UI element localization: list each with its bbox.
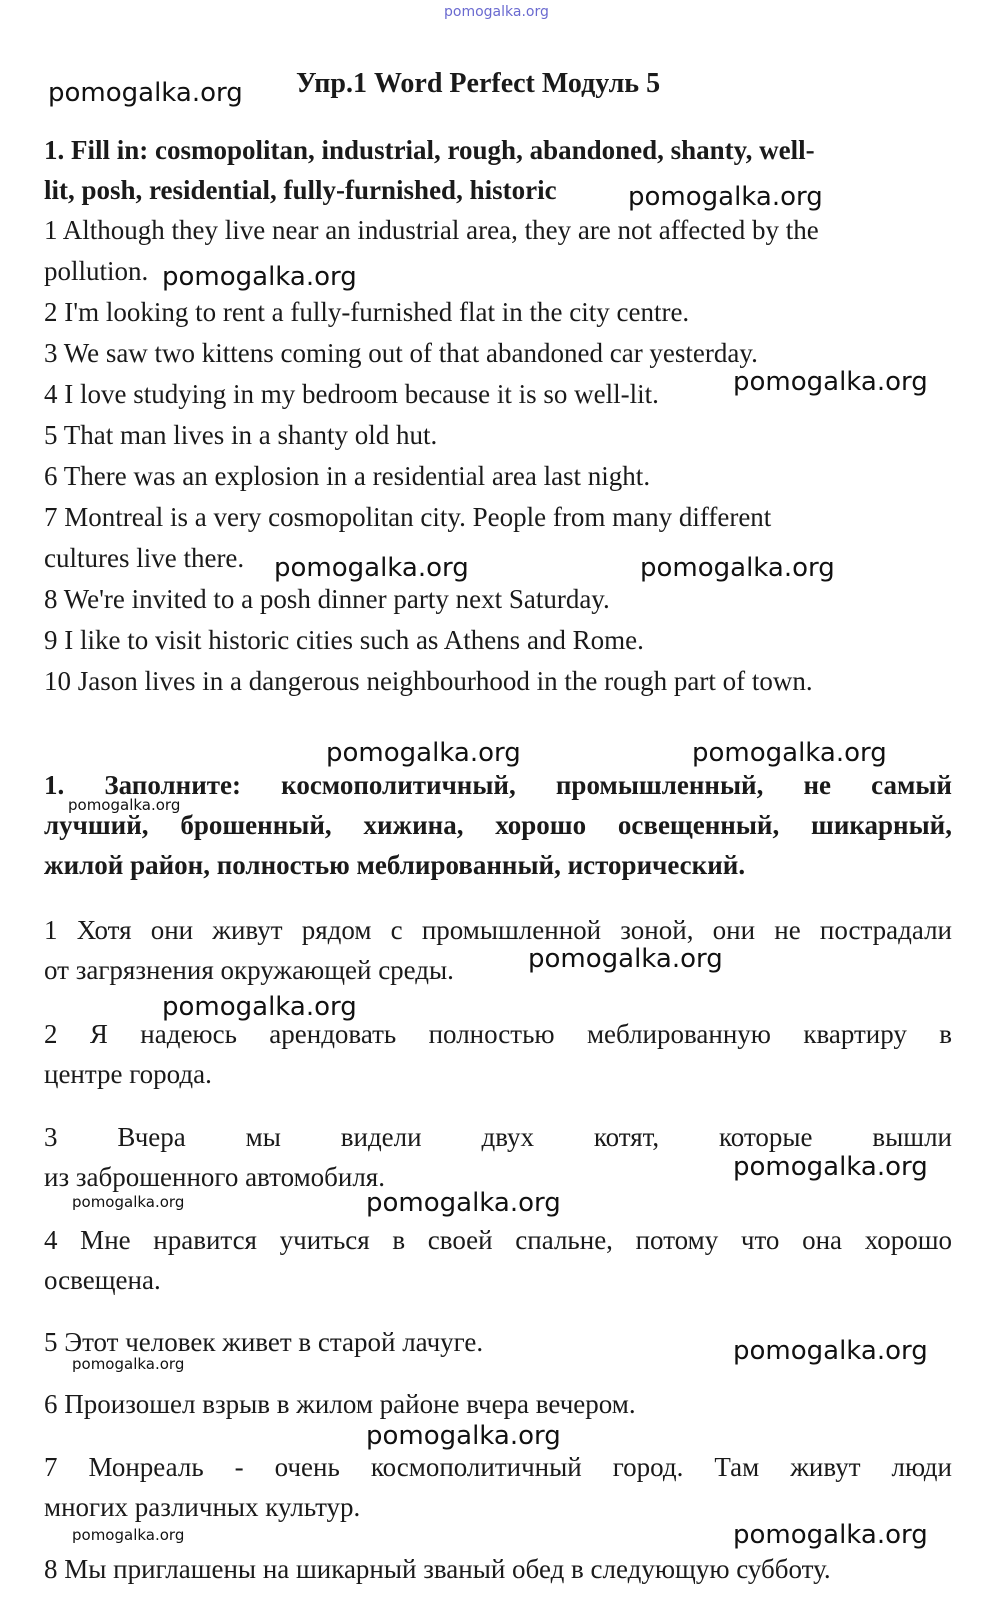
russian-line: освещена. [44,1265,161,1295]
watermark-small: pomogalka.org [72,1193,185,1211]
watermark-top: pomogalka.org [444,4,549,20]
russian-task-line-1: 1. Заполните: космополитичный, промышленный, не самый [44,770,952,800]
russian-line: из заброшенного автомобиля. [44,1162,385,1192]
watermark: pomogalka.org [692,738,887,768]
english-task-line-2: lit, posh, residential, fully-furnished, historic [44,175,557,205]
english-line: 2 I'm looking to rent a fully-furnished flat in the city centre. [44,297,690,327]
russian-line: от загрязнения окружающей среды. [44,955,454,985]
watermark: pomogalka.org [162,992,357,1022]
watermark: pomogalka.org [733,367,928,397]
russian-line: 1 Хотя они живут рядом с промышленной зоной, они не пострадали [44,915,952,945]
english-line: 8 We're invited to a posh dinner party next Saturday. [44,584,610,614]
russian-line: многих различных культур. [44,1492,361,1522]
watermark: pomogalka.org [528,944,723,974]
russian-line: 7 Монреаль - очень космополитичный город. Там живут люди [44,1452,952,1482]
watermark: pomogalka.org [162,262,357,292]
page-title: Упр.1 Word Perfect Модуль 5 [296,68,661,99]
english-line: 5 That man lives in a shanty old hut. [44,420,438,450]
english-line: cultures live there. [44,543,245,573]
english-line: 3 We saw two kittens coming out of that abandoned car yesterday. [44,338,758,368]
watermark: pomogalka.org [366,1188,561,1218]
watermark-header: pomogalka.org [48,78,243,108]
watermark: pomogalka.org [640,553,835,583]
watermark: pomogalka.org [326,738,521,768]
russian-line: 4 Мне нравится учиться в своей спальне, потому что она хорошо [44,1225,952,1255]
watermark: pomogalka.org [733,1520,928,1550]
russian-line: 2 Я надеюсь арендовать полностью меблированную квартиру в [44,1019,952,1049]
russian-line: 5 Этот человек живет в старой лачуге. [44,1327,484,1357]
watermark: pomogalka.org [274,553,469,583]
watermark-small: pomogalka.org [68,796,181,814]
russian-line: 3 Вчера мы видели двух котят, которые вышли [44,1122,952,1152]
english-task-line-1: 1. Fill in: cosmopolitan, industrial, rough, abandoned, shanty, well- [44,135,815,165]
russian-line: 8 Мы приглашены на шикарный званый обед в следующую субботу. [44,1554,831,1584]
english-line: 10 Jason lives in a dangerous neighbourhood in the rough part of town. [44,666,813,696]
english-line: 4 I love studying in my bedroom because it is so well-lit. [44,379,659,409]
watermark-small: pomogalka.org [72,1355,185,1373]
english-line: 1 Although they live near an industrial area, they are not affected by the [44,215,819,245]
watermark: pomogalka.org [628,182,823,212]
russian-line: 6 Произошел взрыв в жилом районе вчера вечером. [44,1389,636,1419]
english-line: pollution. [44,256,149,286]
english-line: 9 I like to visit historic cities such as Athens and Rome. [44,625,644,655]
english-line: 6 There was an explosion in a residential area last night. [44,461,651,491]
english-line: 7 Montreal is a very cosmopolitan city. People from many different [44,502,772,532]
russian-line: центре города. [44,1059,212,1089]
watermark-small: pomogalka.org [72,1526,185,1544]
watermark: pomogalka.org [733,1152,928,1182]
russian-task-line-2: лучший, брошенный, хижина, хорошо освещенный, шикарный, [44,810,952,840]
russian-task-line-3: жилой район, полностью меблированный, исторический. [44,850,746,880]
watermark: pomogalka.org [733,1336,928,1366]
watermark: pomogalka.org [366,1421,561,1451]
